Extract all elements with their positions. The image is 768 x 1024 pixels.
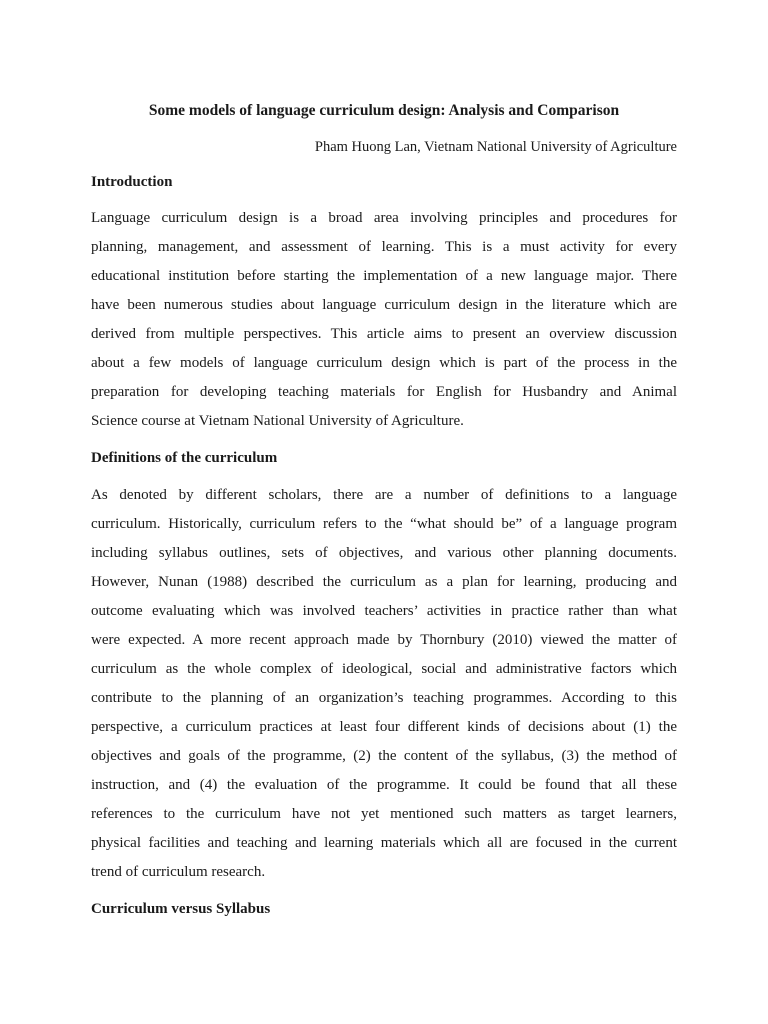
text-line: references to the curriculum have not yet mentioned such matters as target learners, bbox=[91, 806, 677, 822]
text-line: including syllabus outlines, sets of objectives, and various other planning documents. bbox=[91, 545, 677, 561]
text-line: derived from multiple perspectives. This article aims to present an overview discussion bbox=[91, 326, 677, 342]
text-line: have been numerous studies about language curriculum design in the literature which are bbox=[91, 297, 677, 313]
paragraph-definitions bbox=[91, 481, 677, 887]
text-line: contribute to the planning of an organization’s teaching programmes. According to this bbox=[91, 690, 677, 706]
text-line: outcome evaluating which was involved teachers’ activities in practice rather than what bbox=[91, 603, 677, 619]
text-line: Language curriculum design is a broad area involving principles and procedures for bbox=[91, 210, 677, 226]
section-heading-definitions: Definitions of the curriculum bbox=[91, 450, 278, 466]
text-line: However, Nunan (1988) described the curriculum as a plan for learning, producing and bbox=[91, 574, 677, 590]
author-byline: Pham Huong Lan, Vietnam National University of Agriculture bbox=[314, 139, 677, 155]
text-line: trend of curriculum research. bbox=[91, 864, 266, 880]
text-line: planning, management, and assessment of learning. This is a must activity for every bbox=[91, 239, 677, 255]
text-line: instruction, and (4) the evaluation of the programme. It could be found that all these bbox=[91, 777, 677, 793]
text-line: educational institution before starting the implementation of a new language major. There bbox=[91, 268, 677, 284]
text-line: physical facilities and teaching and learning materials which all are focused in the current bbox=[91, 835, 677, 851]
text-line: about a few models of language curriculum design which is part of the process in the bbox=[91, 355, 677, 371]
text-line: Science course at Vietnam National University of Agriculture. bbox=[91, 413, 464, 429]
text-line: perspective, a curriculum practices at least four different kinds of decisions about (1) the bbox=[91, 719, 677, 735]
text-line: As denoted by different scholars, there are a number of definitions to a language bbox=[91, 487, 677, 503]
text-line: curriculum as the whole complex of ideological, social and administrative factors which bbox=[91, 661, 677, 677]
text-line: curriculum. Historically, curriculum refers to the “what should be” of a language program bbox=[91, 516, 677, 532]
document-title: Some models of language curriculum design: Analysis and Comparison bbox=[148, 102, 620, 119]
text-line: preparation for developing teaching materials for English for Husbandry and Animal bbox=[91, 384, 677, 400]
section-heading-introduction: Introduction bbox=[91, 174, 173, 190]
text-line: were expected. A more recent approach made by Thornbury (2010) viewed the matter of bbox=[91, 632, 677, 648]
text-line: objectives and goals of the programme, (2) the content of the syllabus, (3) the method of bbox=[91, 748, 677, 764]
section-heading-curriculum-vs-syllabus: Curriculum versus Syllabus bbox=[91, 901, 271, 917]
paragraph-introduction bbox=[91, 204, 677, 436]
